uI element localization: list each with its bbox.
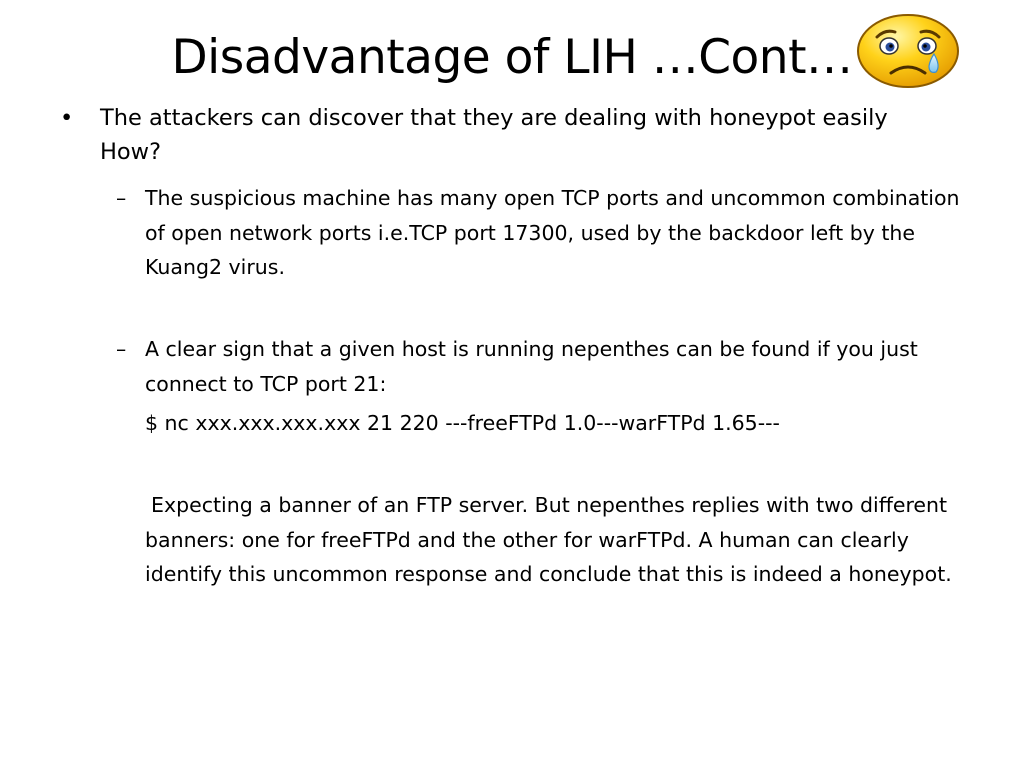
nc-command-text: $ nc xxx.xxx.xxx.xxx 21 220 ---freeFTPd 1.0---warFTPd 1.65--- — [145, 411, 780, 435]
dash-marker-1: – — [116, 186, 127, 210]
explanation-text: Expecting a banner of an FTP server. But nepenthes replies with two different banners: one for freeFTPd and the other for warFTPd. A human can clearly identify this uncommon response and conclude that this is indeed a honeypot. — [145, 493, 952, 586]
bullet-1-text: The attackers can discover that they are dealing with honeypot easily How? — [100, 105, 888, 165]
sub-bullet-2-text: A clear sign that a given host is running nepenthes can be found if you just connect to TCP port 21: — [145, 337, 918, 396]
bullet-marker: • — [60, 105, 74, 131]
sub-bullet-1-text: The suspicious machine has many open TCP ports and uncommon combination of open network ports i.e.TCP port 17300, used by the backdoor left by the Kuang2 virus. — [145, 186, 960, 279]
crying-face-icon — [855, 12, 961, 90]
slide-title: Disadvantage of LIH …Cont… — [171, 30, 853, 85]
dash-marker-2: – — [116, 337, 127, 361]
